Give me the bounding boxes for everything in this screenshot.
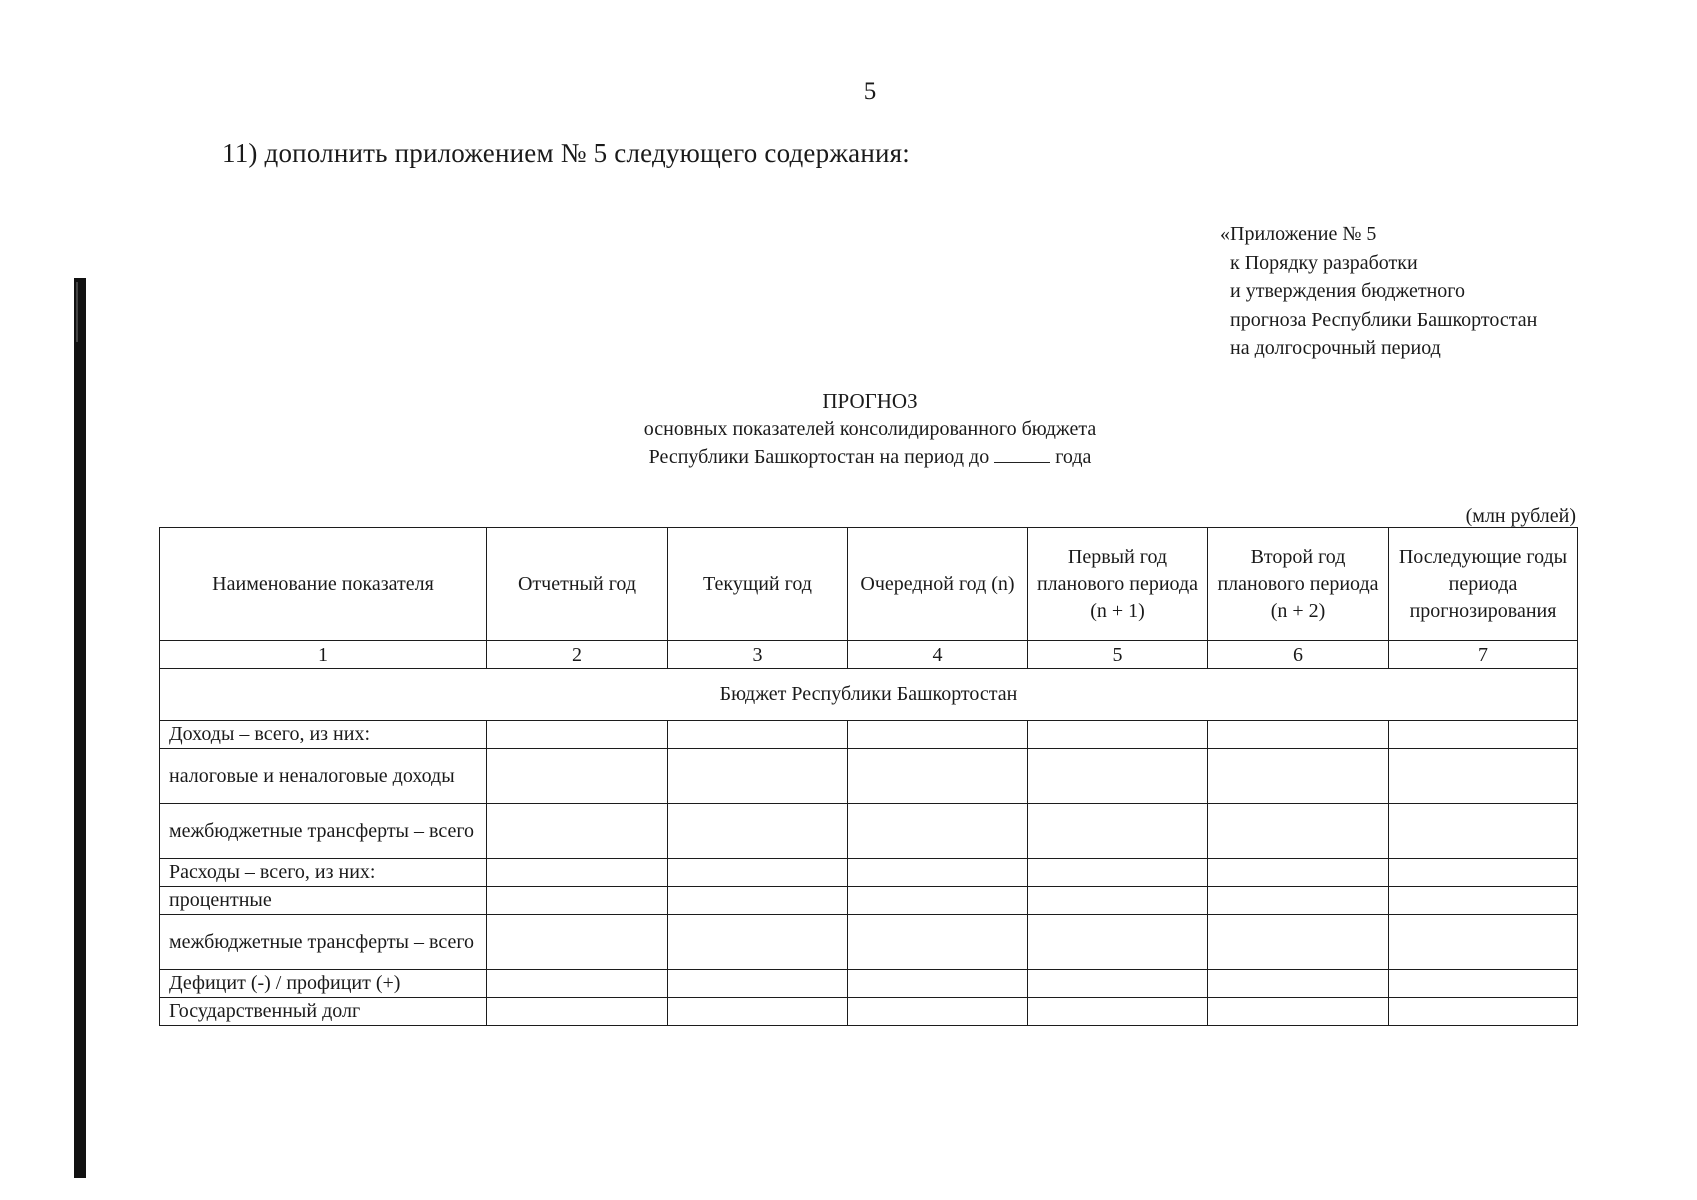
value-cell: [1208, 887, 1389, 915]
table-row: [160, 915, 1578, 970]
column-header: Текущий год: [668, 528, 848, 641]
value-cell: [1208, 998, 1389, 1026]
table-row: [160, 721, 1578, 749]
value-cell: [487, 721, 668, 749]
row-label: процентные: [160, 887, 487, 915]
scan-edge-mark-thin: [76, 282, 78, 342]
value-cell: [1028, 887, 1208, 915]
heading-period-text: Республики Башкортостан на период до: [648, 446, 990, 468]
value-cell: [848, 804, 1028, 859]
row-label: Дефицит (-) / профицит (+): [160, 970, 487, 998]
column-number: 2: [487, 641, 668, 669]
table-row: [160, 749, 1578, 804]
value-cell: [1208, 749, 1389, 804]
amendment-intro: 11) дополнить приложением № 5 следующего содержания:: [222, 138, 910, 168]
value-cell: [668, 721, 848, 749]
value-cell: [848, 749, 1028, 804]
column-header: Второй год планового периода (n + 2): [1208, 528, 1389, 641]
value-cell: [1389, 859, 1578, 887]
units-note: (млн рублей): [1465, 505, 1576, 527]
value-cell: [1389, 804, 1578, 859]
value-cell: [848, 887, 1028, 915]
table-header-row: [160, 528, 1578, 641]
row-label: межбюджетные трансферты – всего: [160, 804, 487, 859]
row-label: налоговые и неналоговые доходы: [160, 749, 487, 804]
column-number: 4: [848, 641, 1028, 669]
heading-period-suffix: года: [1055, 446, 1092, 468]
column-number: 6: [1208, 641, 1389, 669]
value-cell: [848, 998, 1028, 1026]
column-header: Первый год планового периода (n + 1): [1028, 528, 1208, 641]
value-cell: [668, 970, 848, 998]
forecast-table: [159, 527, 1578, 1026]
column-header: Очередной год (n): [848, 528, 1028, 641]
column-number: 7: [1389, 641, 1578, 669]
value-cell: [487, 859, 668, 887]
value-cell: [668, 804, 848, 859]
appendix-note-line: и утверждения бюджетного: [1230, 280, 1465, 302]
appendix-note-line: «Приложение № 5: [1220, 223, 1377, 245]
value-cell: [848, 915, 1028, 970]
heading-title: ПРОГНОЗ: [822, 389, 918, 413]
column-number: 5: [1028, 641, 1208, 669]
value-cell: [848, 721, 1028, 749]
section-title: Бюджет Республики Башкортостан: [160, 669, 1578, 721]
heading-period-line: [560, 443, 1180, 471]
value-cell: [668, 749, 848, 804]
value-cell: [848, 970, 1028, 998]
column-number: 3: [668, 641, 848, 669]
row-label: межбюджетные трансферты – всего: [160, 915, 487, 970]
value-cell: [1208, 721, 1389, 749]
value-cell: [1389, 721, 1578, 749]
value-cell: [1028, 749, 1208, 804]
table-row: [160, 804, 1578, 859]
appendix-note-line: к Порядку разработки: [1230, 251, 1418, 274]
column-header: Отчетный год: [487, 528, 668, 641]
value-cell: [1208, 970, 1389, 998]
value-cell: [1389, 998, 1578, 1026]
appendix-note: [1220, 220, 1537, 363]
value-cell: [668, 859, 848, 887]
appendix-note-line: на долгосрочный период: [1230, 337, 1441, 359]
value-cell: [1028, 915, 1208, 970]
row-label: Государственный долг: [160, 998, 487, 1026]
value-cell: [487, 804, 668, 859]
scan-edge-mark: [74, 278, 86, 1178]
value-cell: [1028, 970, 1208, 998]
column-header: Последующие годы периода прогнозирования: [1389, 528, 1578, 641]
table-row: [160, 859, 1578, 887]
value-cell: [487, 915, 668, 970]
value-cell: [848, 859, 1028, 887]
value-cell: [487, 887, 668, 915]
section-row: [160, 669, 1578, 721]
value-cell: [1389, 749, 1578, 804]
heading-subtitle: основных показателей консолидированного бюджета: [643, 418, 1097, 440]
value-cell: [1208, 859, 1389, 887]
row-label: Доходы – всего, из них:: [160, 721, 487, 749]
appendix-note-line: прогноза Республики Башкортостан: [1230, 308, 1538, 331]
table-row: [160, 998, 1578, 1026]
document-heading: [560, 387, 1180, 471]
value-cell: [1028, 804, 1208, 859]
value-cell: [487, 998, 668, 1026]
value-cell: [1028, 859, 1208, 887]
value-cell: [487, 970, 668, 998]
value-cell: [668, 887, 848, 915]
table-row: [160, 887, 1578, 915]
value-cell: [668, 998, 848, 1026]
value-cell: [1028, 721, 1208, 749]
row-label: Расходы – всего, из них:: [160, 859, 487, 887]
value-cell: [1208, 804, 1389, 859]
column-number: 1: [160, 641, 487, 669]
table-row: [160, 970, 1578, 998]
year-blank-field: [994, 446, 1050, 463]
value-cell: [1389, 970, 1578, 998]
column-number-row: [160, 641, 1578, 669]
value-cell: [1208, 915, 1389, 970]
value-cell: [668, 915, 848, 970]
column-header: Наименование показателя: [160, 528, 487, 641]
value-cell: [1389, 915, 1578, 970]
page-number: 5: [863, 78, 877, 105]
value-cell: [487, 749, 668, 804]
value-cell: [1028, 998, 1208, 1026]
value-cell: [1389, 887, 1578, 915]
